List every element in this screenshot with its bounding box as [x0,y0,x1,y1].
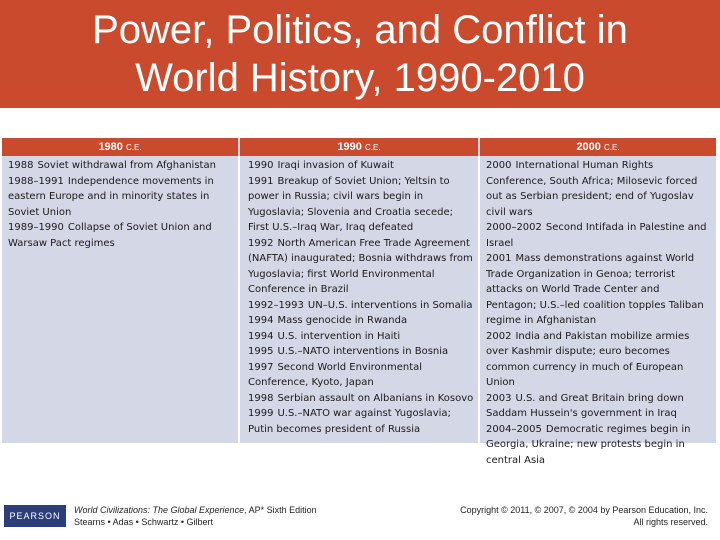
entry-year: 2001 [486,253,512,264]
timeline-entry [248,406,474,437]
entry-text: Iraqi invasion of Kuwait [277,160,394,171]
entry-year: 1994 [248,330,274,342]
entry-year: 2000 [486,160,512,171]
title-line-2: World History, 1990-2010 [135,56,585,100]
timeline-entry [8,158,234,174]
timeline-entry [248,391,474,407]
entry-year: 1988 [8,160,34,171]
column-1980-entries [8,158,234,251]
timeline-entry [248,298,474,314]
pearson-logo: PEARSON [4,505,66,527]
rights-text: All rights reserved. [633,517,708,527]
title-line-1: Power, Politics, and Conflict in [92,8,628,52]
entry-text: U.S.–NATO interventions in Bosnia [277,346,449,357]
entry-text: Second Intifada in Palestine and Israel [486,222,707,249]
timeline-entry [486,158,712,220]
timeline-entry [248,329,474,345]
entry-year: 1990 [248,160,274,171]
entry-text: Independence movements in eastern Europe and in minority states in Soviet Union [8,175,214,218]
column-divider [478,156,480,443]
entry-text: India and Pakistan mobilize armies over Kashmir dispute; euro becomes common currency in much of European Union [486,330,690,388]
entry-text: U.S. and Great Britain bring down Saddam Hussein's government in Iraq [486,392,684,419]
entry-text: International Human Rights Conference, South Africa; Milosevic forced out as Serbian president; end of Yugoslav civil wars [486,160,698,218]
timeline-entry [248,344,474,360]
entry-text: Soviet withdrawal from Afghanistan [37,160,216,171]
entry-year: 1989–1990 [8,222,64,233]
entry-year: 2003 [486,392,512,404]
timeline-entry [248,236,474,298]
entry-text: UN–U.S. interventions in Somalia [307,299,473,311]
timeline-entry [486,251,712,329]
book-citation [74,504,317,528]
timeline-panel [2,138,716,466]
entry-year: 1998 [248,392,274,404]
entry-text: Collapse of Soviet Union and Warsaw Pact regimes [8,222,212,249]
book-edition: , AP* Sixth Edition [244,505,317,515]
timeline-entry [486,220,712,251]
entry-year: 2004–2005 [486,423,542,435]
entry-year: 1995 [248,346,274,357]
column-2000-entries [486,158,712,468]
timeline-entry [248,313,474,329]
entry-year: 1999 [248,408,274,419]
column-1990-entries [248,158,474,437]
timeline-entry [248,158,474,174]
entry-year: 1994 [248,315,274,326]
book-title: World Civilizations: The Global Experience [74,505,245,515]
entry-year: 1997 [248,361,274,373]
timeline-entry [8,174,234,221]
entry-year: 2002 [486,330,512,342]
copyright-notice [460,504,708,528]
entry-text: Second World Environmental Conference, Kyoto, Japan [248,361,423,388]
timeline-entry [486,422,712,469]
column-divider [238,156,240,443]
entry-text: Democratic regimes begin in Georgia, Ukraine; new protests begin in central Asia [486,423,691,466]
copyright-text: Copyright © 2011, © 2007, © 2004 by Pearson Education, Inc. [460,505,708,515]
timeline-entry [8,220,234,251]
book-authors: Stearns • Adas • Schwartz • Gilbert [74,517,214,527]
entry-text: Serbian assault on Albanians in Kosovo [277,392,474,404]
timeline-entry [248,174,474,236]
entry-text: U.S. intervention in Haiti [277,330,401,342]
timeline-entry [486,391,712,422]
entry-text: U.S.–NATO war against Yugoslavia; Putin becomes president of Russia [248,408,451,435]
entry-year: 1991 [248,175,274,187]
entry-year: 1988–1991 [8,175,64,187]
entry-year: 1992 [248,237,274,249]
column-header-1980: 1980 C.E. [2,138,238,156]
entry-text: North American Free Trade Agreement (NAFTA) inaugurated; Bosnia withdraws from Yugoslavia; first World Environmental Conference in Brazil [248,237,473,295]
entry-text: Breakup of Soviet Union; Yeltsin to power in Russia; civil wars begin in Yugoslavia; Slovenia and Croatia secede; First U.S.–Iraq War, Iraq defeated [248,175,453,233]
column-header-2000: 2000 C.E. [480,138,716,156]
slide-title [0,0,720,108]
entry-year: 1992–1993 [248,299,304,311]
timeline-entry [486,329,712,391]
entry-text: Mass genocide in Rwanda [277,315,408,326]
timeline-entry [248,360,474,391]
column-header-1990: 1990 C.E. [240,138,478,156]
entry-year: 2000–2002 [486,222,542,233]
entry-text: Mass demonstrations against World Trade Organization in Genoa; terrorist attacks on World Trade Center and Pentagon; U.S.–led coalition topples Taliban regime in Afghanistan [486,253,704,326]
